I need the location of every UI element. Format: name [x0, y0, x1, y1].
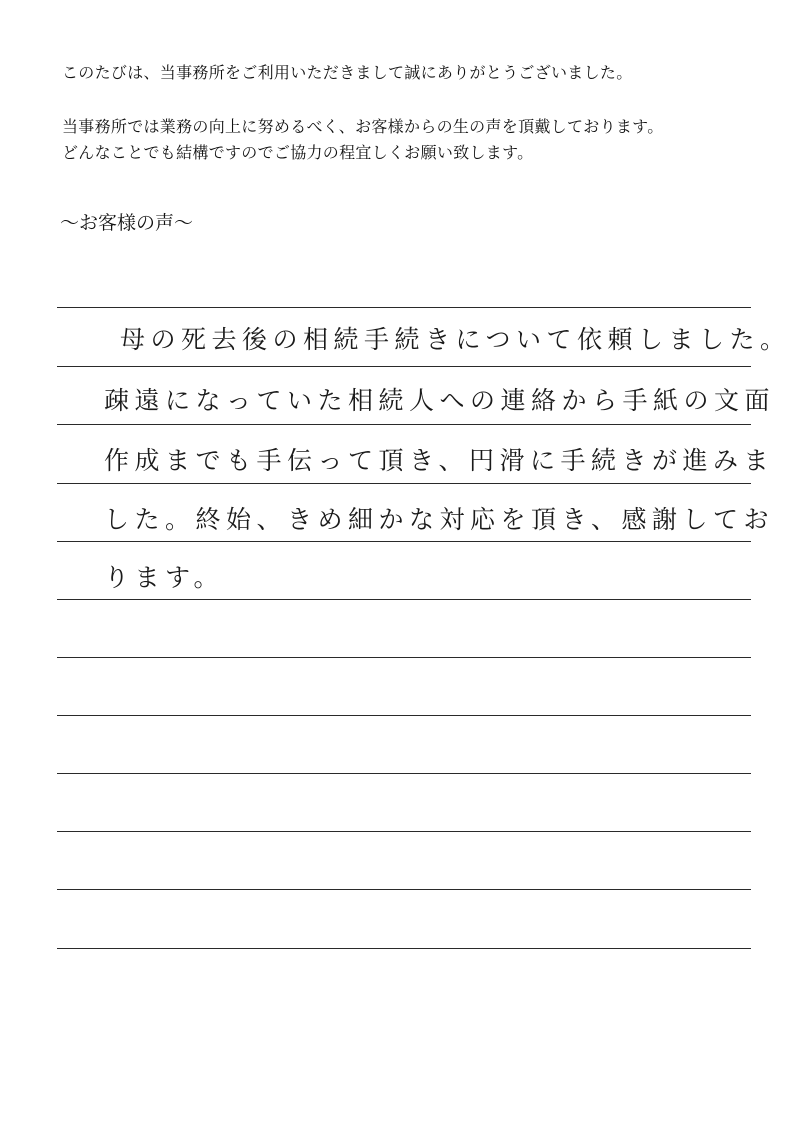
ruled-line — [57, 948, 751, 949]
customer-voice-heading: ～お客様の声～ — [60, 212, 194, 234]
ruled-line — [57, 657, 751, 658]
intro-cooperation-line: どんなことでも結構ですのでご協力の程宜しくお願い致します。 — [62, 143, 534, 162]
ruled-line — [57, 366, 751, 367]
intro-request-line: 当事務所では業務の向上に努めるべく、お客様からの生の声を頂戴しております。 — [62, 117, 664, 136]
ruled-line — [57, 424, 751, 425]
handwritten-line: 疎遠になっていた相続人への連絡から手紙の文面 — [104, 386, 776, 415]
handwritten-line: 母の死去後の相続手続きについて依頼しました。 — [120, 325, 791, 354]
intro-thanks-line: このたびは、当事務所をご利用いただきまして誠にありがとうございました。 — [62, 63, 633, 82]
handwritten-line: ります。 — [104, 563, 225, 592]
ruled-line — [57, 715, 751, 716]
ruled-line — [57, 889, 751, 890]
handwritten-line: 作成までも手伝って頂き、円滑に手続きが進みま — [104, 446, 775, 475]
ruled-line — [57, 483, 751, 484]
handwritten-line: した。終始、きめ細かな対応を頂き、感謝してお — [104, 505, 775, 534]
ruled-line — [57, 541, 751, 542]
ruled-line — [57, 599, 751, 600]
ruled-line — [57, 307, 751, 308]
ruled-line — [57, 773, 751, 774]
ruled-line — [57, 831, 751, 832]
